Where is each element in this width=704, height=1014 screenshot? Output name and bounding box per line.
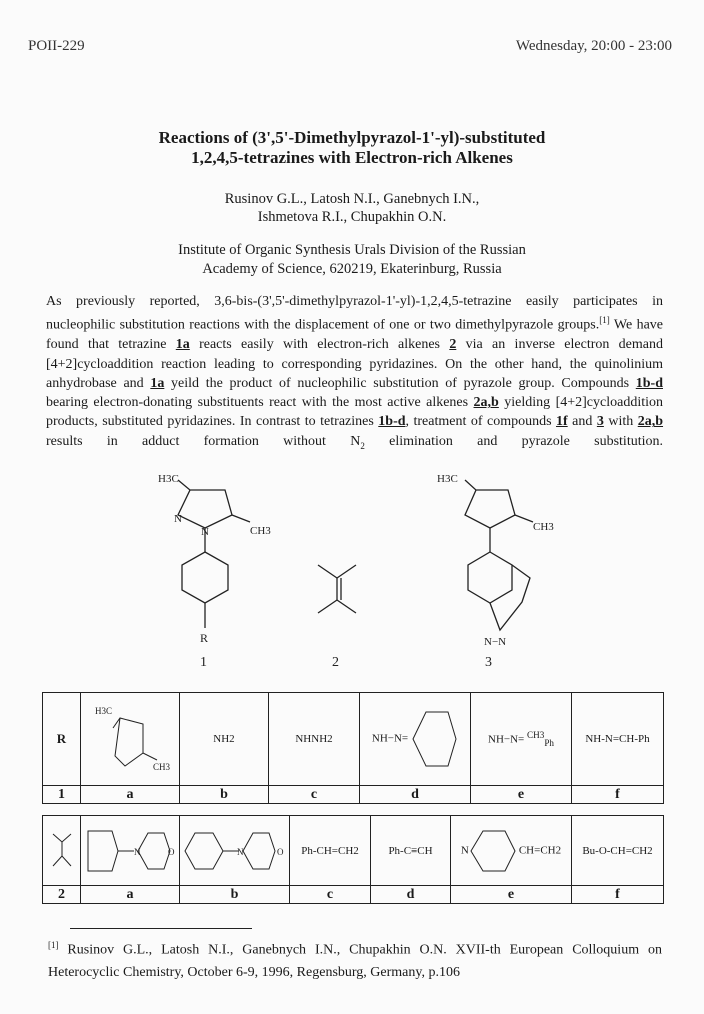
svg-text:R: R [200,631,209,645]
institute-line-1: Institute of Organic Synthesis Urals Division of the Russian [178,242,526,258]
title-line-2: 1,2,4,5-tetrazines with Electron-rich Alkenes [191,148,513,167]
cell-1f: NH-N=CH-Ph [572,693,664,786]
compound-1-structure [158,473,271,670]
svg-text:O: O [276,847,283,857]
compound-label-1: 1 [200,655,207,670]
svg-text:N: N [236,847,243,857]
footnote-divider [70,928,252,929]
cell-1b: NH2 [180,693,269,786]
cell-2d: Ph-C≡CH [371,816,451,886]
svg-text:H3C: H3C [158,473,179,485]
svg-text:N: N [174,513,182,525]
alkene-table-2: N O N O Ph-CH=CH2 Ph-C≡CH N CH=CH2 Bu-O-CH=CH2 2 a b c d e f [42,815,664,904]
svg-text:CH3: CH3 [250,525,271,537]
svg-text:N: N [201,526,209,538]
session-time: Wednesday, 20:00 - 23:00 [515,38,672,54]
svg-text:O: O [168,847,175,857]
compound-2-structure [318,565,356,670]
cell-2a [81,816,180,886]
compound-3-structure [437,473,554,670]
header-r: R [43,693,81,786]
session-code: POII-229 [28,38,85,54]
footnote: [1] Rusinov G.L., Latosh N.I., Ganebnych I.N., Chupakhin O.N. XVII-th European Colloquium on Heterocyclic Chemistry, October 6-9, 1996, Regensburg, Germany, p.106 [48,940,662,980]
authors-line-1: Rusinov G.L., Latosh N.I., Ganebnych I.N., [224,191,480,207]
cell-1a-pyrazole [81,693,180,786]
cell-2f: Bu-O-CH=CH2 [572,816,664,886]
cell-1d: NH−N= [360,693,471,786]
cell-2b [180,816,290,886]
citation-ref[interactable]: [1] [599,315,610,326]
title-line-1: Reactions of (3',5'-Dimethylpyrazol-1'-yl)-substituted [158,128,546,147]
alkene-icon [43,816,81,886]
svg-text:N: N [134,847,141,857]
cell-2e: N CH=CH2 [451,816,572,886]
svg-text:H3C: H3C [95,705,113,716]
abstract-body: As previously reported, 3,6-bis-(3',5'-dimethylpyrazol-1'-yl)-1,2,4,5-tetrazine easily participates in nucleophilic substitution reactions with the displacement of one or two dimethylpyrazole groups.[1] We have found that tetrazine 1a reacts easily with electron-rich alkenes 2 via an inverse electron demand [4+2]cycloaddition reaction leading to corresponding pyridazines. On the other hand, the quinolinium anhydrobase and 1a yeild the product of nucleophilic substitution of pyrazole group. Compounds 1b-d bearing electron-donating substituents react with the most active alkenes 2a,b yielding [4+2]cycloaddition products, substituted pyridazines. In contrast to tetrazines 1b-d, treatment of compounds 1f and 3 with 2a,b results in adduct formation without $N_2$ elimination and pyrazole substitution. [46,294,664,451]
compound-label-2: 2 [332,655,339,670]
institute-line-2: Academy of Science, 620219, Ekaterinburg, Russia [202,261,502,277]
svg-text:N−N: N−N [484,636,507,648]
svg-text:H3C: H3C [437,473,458,485]
svg-text:CH3: CH3 [533,521,554,533]
cell-1c: NHNH2 [269,693,360,786]
cell-1e: NH−N= $^{CH3}_{Ph}$ [471,693,572,786]
substituent-table-1: R H3C CH3 NH2 NHNH2 NH−N= NH−N= $^{CH3}_{Ph}$ NH-N=CH-Ph 1 a b c d e f [42,692,664,804]
authors-line-2: Ishmetova R.I., Chupakhin O.N. [257,209,447,225]
svg-text:CH3: CH3 [153,761,171,772]
structure-scheme [0,460,704,675]
cell-2c: Ph-CH=CH2 [290,816,371,886]
compound-label-3: 3 [485,655,492,670]
